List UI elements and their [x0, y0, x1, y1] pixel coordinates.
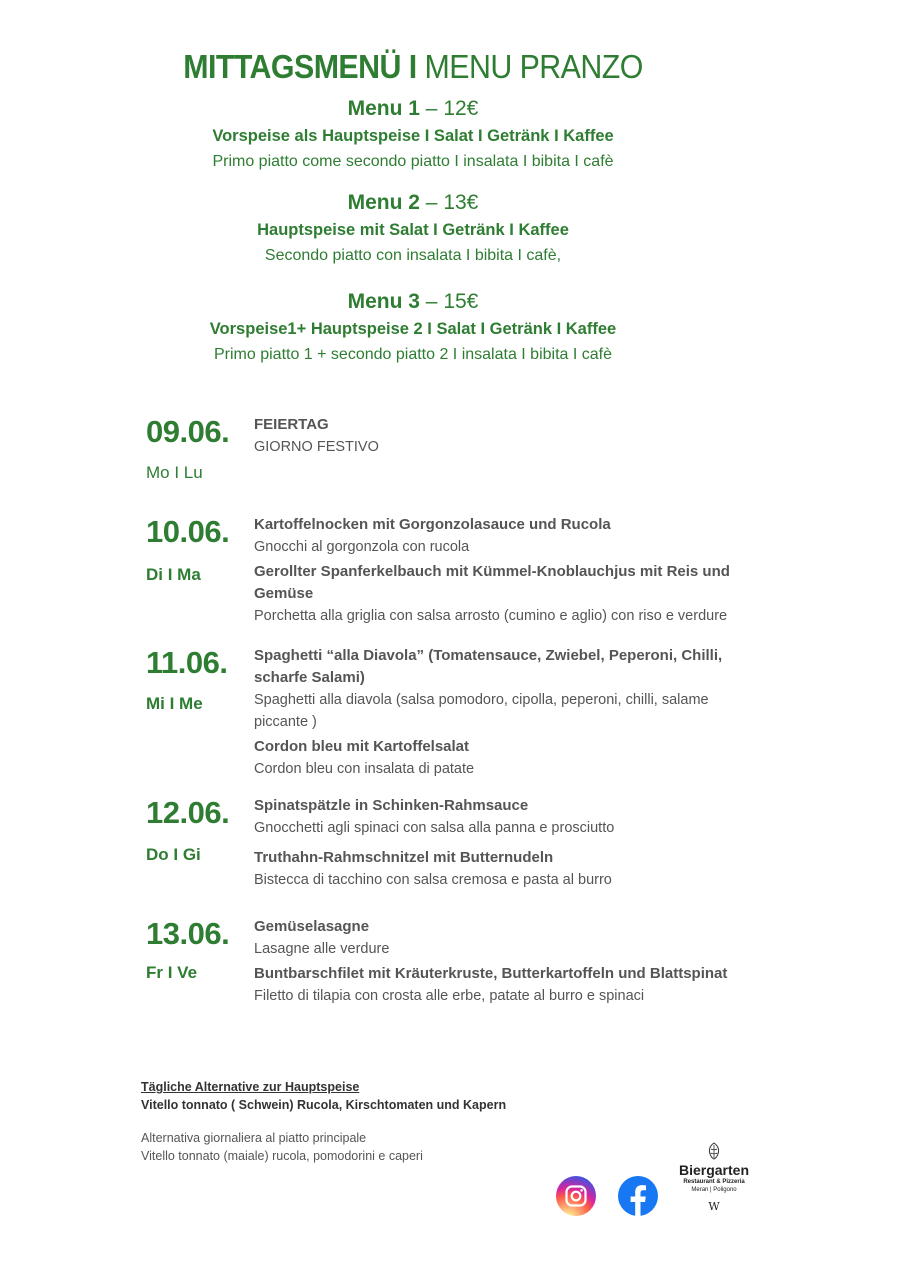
- menu-name: Menu 1: [347, 97, 420, 120]
- dish-name-de: Buntbarschfilet mit Kräuterkruste, Butterkartoffeln und Blattspinat: [254, 965, 728, 982]
- menu-description-de: Vorspeise als Hauptspeise I Salat I Getränk I Kaffee: [212, 127, 614, 145]
- dish-name-it: Lasagne alle verdure: [254, 941, 390, 957]
- menu-description-de: Hauptspeise mit Salat I Getränk I Kaffee: [257, 221, 569, 239]
- logo-monogram: W: [708, 1200, 720, 1213]
- hop-icon: [706, 1142, 722, 1160]
- dish-name-de: Cordon bleu mit Kartoffelsalat: [254, 738, 470, 755]
- day-date: 11.06.: [146, 645, 228, 680]
- day-date: 12.06.: [146, 795, 230, 830]
- dish-name-de: Gemüselasagne: [254, 918, 370, 935]
- day-weekday: Fr I Ve: [146, 963, 198, 982]
- dish-name-de: Kartoffelnocken mit Gorgonzolasauce und Rucola: [254, 516, 611, 533]
- daily-alternative-text-it: Vitello tonnato (maiale) rucola, pomodorini e caperi: [141, 1149, 423, 1163]
- page-title: [33, 48, 793, 86]
- dish-name-it: Bistecca di tacchino con salsa cremosa e pasta al burro: [254, 872, 612, 888]
- dish-list: [254, 795, 864, 891]
- menu-option-1: [0, 95, 826, 175]
- menu-description-de: Vorspeise1+ Hauptspeise 2 I Salat I Getränk I Kaffee: [209, 320, 617, 338]
- dish-name-it: Gnocchi al gorgonzola con rucola: [254, 539, 470, 555]
- dish-name-it: Porchetta alla griglia con salsa arrosto (cumino e aglio) con riso e verdure: [254, 608, 728, 624]
- page-title-de: MITTAGSMENÜ I: [183, 48, 417, 85]
- menu-name: Menu 3: [347, 290, 420, 313]
- menu-description-it: Secondo piatto con insalata I bibita I cafè,: [264, 247, 562, 264]
- dish-list: [254, 514, 864, 627]
- dish-name-it: Cordon bleu con insalata di patate: [254, 761, 475, 777]
- daily-alternative-de: [141, 1078, 561, 1114]
- logo-subtitle: Restaurant & Pizzeria: [683, 1179, 745, 1185]
- menu-description-it: Primo piatto come secondo piatto I insalata I bibita I cafè: [212, 153, 614, 170]
- menu-price: – 13€: [419, 191, 479, 214]
- menu-price: – 12€: [419, 97, 479, 120]
- day-date: 13.06.: [146, 916, 230, 951]
- dish-name-de: Spaghetti “alla Diavola” (Tomatensauce, Zwiebel, Peperoni, Chilli, scharfe Salami): [254, 647, 723, 686]
- day-date: 09.06.: [146, 414, 230, 449]
- menu-name: Menu 2: [347, 191, 420, 214]
- menu-price: – 15€: [419, 290, 479, 313]
- facebook-icon: [618, 1176, 658, 1216]
- dish-name-it: Gnocchetti agli spinaci con salsa alla panna e prosciutto: [254, 820, 615, 836]
- daily-alternative-it: [141, 1129, 561, 1165]
- day-weekday: Mi I Me: [146, 694, 203, 713]
- menu-description-it: Primo piatto 1 + secondo piatto 2 I insalata I bibita I cafè: [213, 346, 612, 363]
- facebook-link[interactable]: [618, 1176, 658, 1216]
- day-weekday: Do I Gi: [146, 845, 201, 864]
- day-date: 10.06.: [146, 514, 230, 549]
- dish-name-de: Truthahn-Rahmschnitzel mit Butternudeln: [254, 849, 554, 866]
- biergarten-logo: [668, 1142, 760, 1213]
- dish-name-it: Spaghetti alla diavola (salsa pomodoro, cipolla, peperoni, chilli, salame piccante ): [254, 692, 709, 730]
- logo-brand: Biergarten: [678, 1162, 750, 1178]
- daily-alternative-text-de: Vitello tonnato ( Schwein) Rucola, Kirschtomaten und Kapern: [141, 1098, 507, 1112]
- menu-option-2: [0, 189, 826, 269]
- dish-list: [254, 645, 864, 780]
- logo-location: Meran | Poligono: [691, 1187, 737, 1193]
- menu-option-3: [0, 288, 826, 368]
- dish-name-de: FEIERTAG: [254, 416, 329, 433]
- page-title-it: MENU PRANZO: [416, 48, 643, 85]
- day-weekday: Mo I Lu: [146, 463, 203, 482]
- dish-name-it: Filetto di tilapia con crosta alle erbe, patate al burro e spinaci: [254, 988, 645, 1004]
- dish-list: [254, 414, 864, 458]
- dish-name-de: Gerollter Spanferkelbauch mit Kümmel-Knoblauchjus mit Reis und Gemüse: [254, 563, 730, 602]
- dish-name-de: Spinatspätzle in Schinken-Rahmsauce: [254, 797, 529, 814]
- dish-name-it: GIORNO FESTIVO: [254, 439, 379, 455]
- instagram-icon: [564, 1184, 588, 1208]
- daily-alternative-heading-it: Alternativa giornaliera al piatto principale: [141, 1131, 367, 1145]
- dish-list: [254, 916, 864, 1007]
- day-weekday: Di I Ma: [146, 565, 201, 584]
- instagram-link[interactable]: [556, 1176, 596, 1216]
- daily-alternative-heading-de: Tägliche Alternative zur Hauptspeise: [141, 1080, 360, 1094]
